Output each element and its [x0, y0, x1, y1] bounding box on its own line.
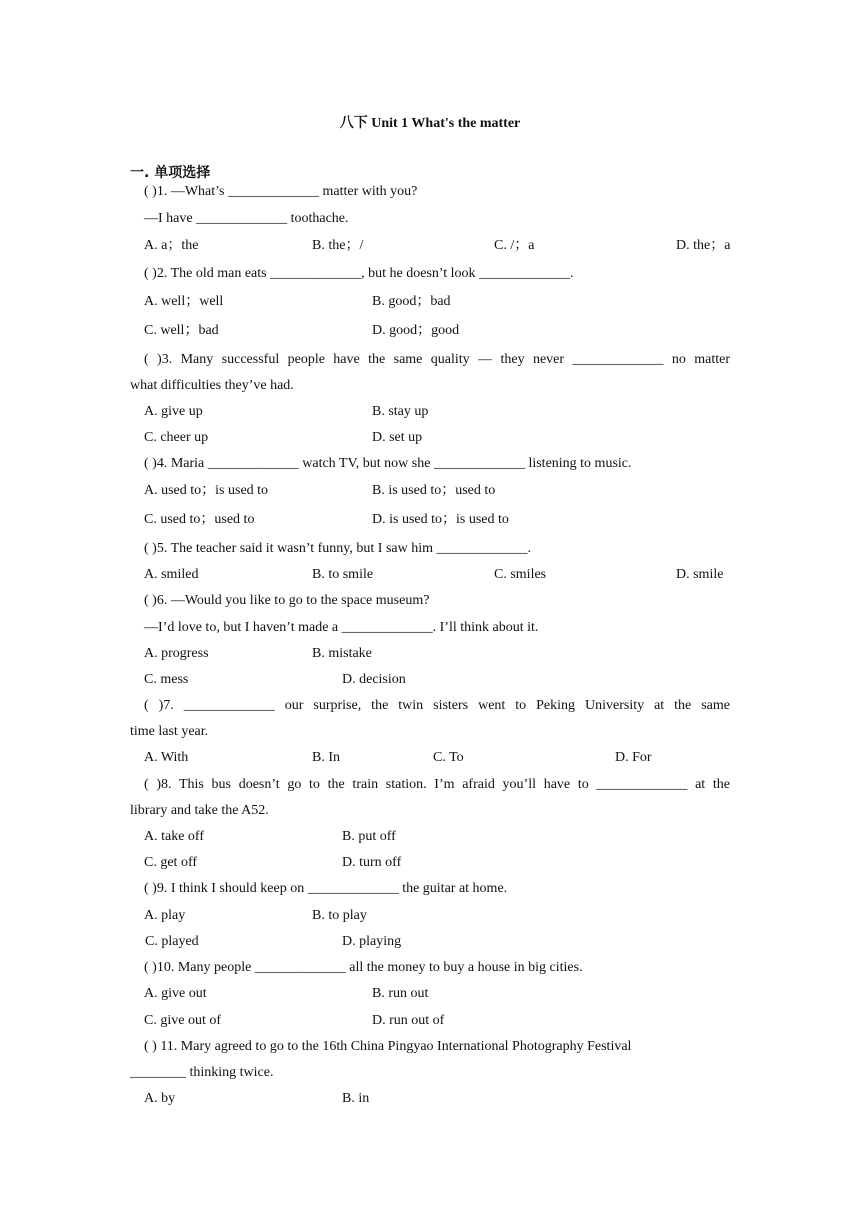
question-7-option-c: C. To — [433, 750, 464, 765]
question-4-option-c: C. used to；used to — [144, 512, 255, 527]
question-1-option-d: D. the；a — [676, 238, 731, 253]
question-3-option-c: C. cheer up — [144, 430, 209, 445]
question-2-stem: ( )2. The old man eats _____________, but he doesn’t look _____________. — [144, 266, 574, 281]
question-7-stem: ( )7. _____________ our surprise, the twin sisters went to Peking University at the same — [144, 698, 730, 713]
question-10-stem: ( )10. Many people _____________ all the money to buy a house in big cities. — [144, 960, 583, 975]
question-3-option-d: D. set up — [372, 430, 423, 445]
question-6-stem-line-2: —I’d love to, but I haven’t made a _____________. I’ll think about it. — [144, 620, 539, 635]
question-6-option-c: C. mess — [144, 672, 189, 687]
question-10-option-c: C. give out of — [144, 1013, 221, 1028]
question-6-option-a: A. progress — [144, 646, 209, 661]
question-5-option-d: D. smile — [676, 567, 724, 582]
question-5-option-b: B. to smile — [312, 567, 374, 582]
question-5-stem: ( )5. The teacher said it wasn’t funny, but I saw him _____________. — [144, 541, 532, 556]
question-4-option-b: B. is used to；used to — [372, 483, 496, 498]
question-4-stem: ( )4. Maria _____________ watch TV, but now she _____________ listening to music. — [144, 456, 632, 471]
question-8-option-d: D. turn off — [342, 855, 402, 870]
question-2-option-a: A. well；well — [144, 294, 224, 309]
question-7-option-d: D. For — [615, 750, 652, 765]
question-6-option-d: D. decision — [342, 672, 406, 687]
section-heading: 一. 单项选择 — [130, 165, 211, 181]
question-3-stem-line-2: what difficulties they’ve had. — [130, 378, 294, 393]
question-8-option-c: C. get off — [144, 855, 198, 870]
question-1-option-a: A. a；the — [144, 238, 199, 253]
question-7-stem-line-2: time last year. — [130, 724, 209, 739]
question-3-stem: ( )3. Many successful people have the same quality — they never _____________ no matter — [144, 352, 730, 367]
question-8-option-b: B. put off — [342, 829, 396, 844]
question-9-option-c: C. played — [145, 934, 199, 949]
question-2-option-d: D. good；good — [372, 323, 460, 338]
question-11-stem-line-2: ________ thinking twice. — [130, 1065, 274, 1080]
question-2-option-b: B. good；bad — [372, 294, 451, 309]
question-5-option-c: C. smiles — [494, 567, 547, 582]
question-6-stem: ( )6. —Would you like to go to the space museum? — [144, 593, 430, 608]
question-1-option-c: C. /；a — [494, 238, 535, 253]
question-1-option-b: B. the；/ — [312, 238, 364, 253]
question-11-option-a: A. by — [144, 1091, 176, 1106]
question-3-option-a: A. give up — [144, 404, 203, 419]
question-11-stem: ( ) 11. Mary agreed to go to the 16th China Pingyao International Photography Festival — [144, 1039, 632, 1054]
question-4-option-a: A. used to；is used to — [144, 483, 269, 498]
question-8-stem: ( )8. This bus doesn’t go to the train station. I’m afraid you’ll have to _____________ at the — [144, 777, 730, 792]
page-title: 八下 Unit 1 What's the matter — [339, 116, 521, 131]
question-6-option-b: B. mistake — [312, 646, 372, 661]
question-1-stem: ( )1. —What’s _____________ matter with you? — [144, 184, 418, 199]
question-9-option-d: D. playing — [342, 934, 402, 949]
question-4-option-d: D. is used to；is used to — [372, 512, 509, 527]
question-10-option-a: A. give out — [144, 986, 207, 1001]
question-10-option-b: B. run out — [372, 986, 429, 1001]
question-9-stem: ( )9. I think I should keep on _____________ the guitar at home. — [144, 881, 508, 896]
question-9-option-a: A. play — [144, 908, 186, 923]
question-8-stem-line-2: library and take the A52. — [130, 803, 269, 818]
question-7-option-b: B. In — [312, 750, 340, 765]
question-8-option-a: A. take off — [144, 829, 204, 844]
question-7-option-a: A. With — [144, 750, 189, 765]
question-2-option-c: C. well；bad — [144, 323, 219, 338]
question-5-option-a: A. smiled — [144, 567, 199, 582]
question-3-option-b: B. stay up — [372, 404, 429, 419]
question-11-option-b: B. in — [342, 1091, 370, 1106]
question-9-option-b: B. to play — [312, 908, 367, 923]
question-1-stem-line-2: —I have _____________ toothache. — [144, 211, 349, 226]
question-10-option-d: D. run out of — [372, 1013, 445, 1028]
